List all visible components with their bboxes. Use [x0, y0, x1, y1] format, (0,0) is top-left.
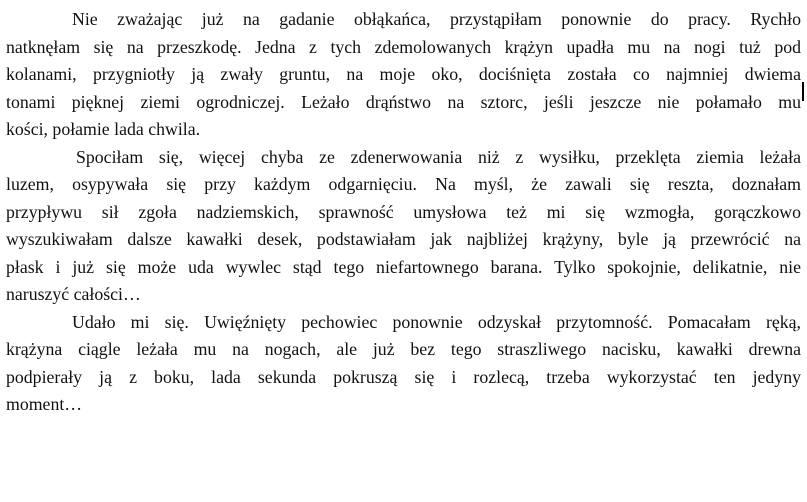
text-line: luzem, osypywała się przy każdym odgarnięciu. Na myśl, że zawali się reszta, doznałam	[6, 174, 801, 194]
text-line: podpierały ją z boku, lada sekunda pokruszą się i rozlecą, trzeba wykorzystać ten jedyny	[6, 366, 801, 387]
text-line: naruszyć całości…	[6, 284, 141, 304]
text-line: krążyna ciągle leżała mu na nogach, ale już bez tego straszliwego nacisku, kawałki drewna	[6, 339, 801, 359]
text-line: Nie zważając już na gadanie obłąkańca, przystąpiłam ponownie do pracy. Rychło	[72, 9, 801, 29]
text-line: Udało mi się. Uwięźnięty pechowiec ponownie odzyskał przytomność. Pomacałam ręką,	[72, 311, 801, 332]
text-line: płask i już się może uda wywlec stąd tego niefartownego barana. Tylko spokojnie, delikatnie, nie	[6, 256, 801, 277]
text-line: kolanami, przygniotły ją zwały gruntu, na moje oko, dociśnięta została co najmniej dwiema	[6, 64, 801, 84]
text-line: natknęłam się na przeszkodę. Jedna z tych zdemolowanych krążyn upadła mu na nogi tuż pod	[6, 36, 801, 57]
text-line: przypływu sił zgoła nadziemskich, sprawność umysłowa też mi się wzmogła, gorączkowo	[6, 201, 801, 222]
text-line: kości, połamie lada chwila.	[6, 119, 201, 139]
text-line: tonami pięknej ziemi ogrodniczej. Leżało drąństwo na sztorc, jeśli jeszcze nie połamało mu	[6, 91, 801, 112]
paragraph-3	[6, 309, 801, 419]
paragraph-1	[6, 6, 801, 144]
paragraph-2	[6, 144, 801, 309]
text-line: wyszukiwałam dalsze kawałki desek, podstawiałam jak najbliżej krążyny, byle ją przewrócić na	[6, 229, 801, 249]
text-cursor	[802, 82, 804, 101]
text-line: moment…	[6, 394, 83, 414]
text-line: Spociłam się, więcej chyba ze zdenerwowania niż z wysiłku, przeklęta ziemia leżała	[76, 146, 801, 167]
